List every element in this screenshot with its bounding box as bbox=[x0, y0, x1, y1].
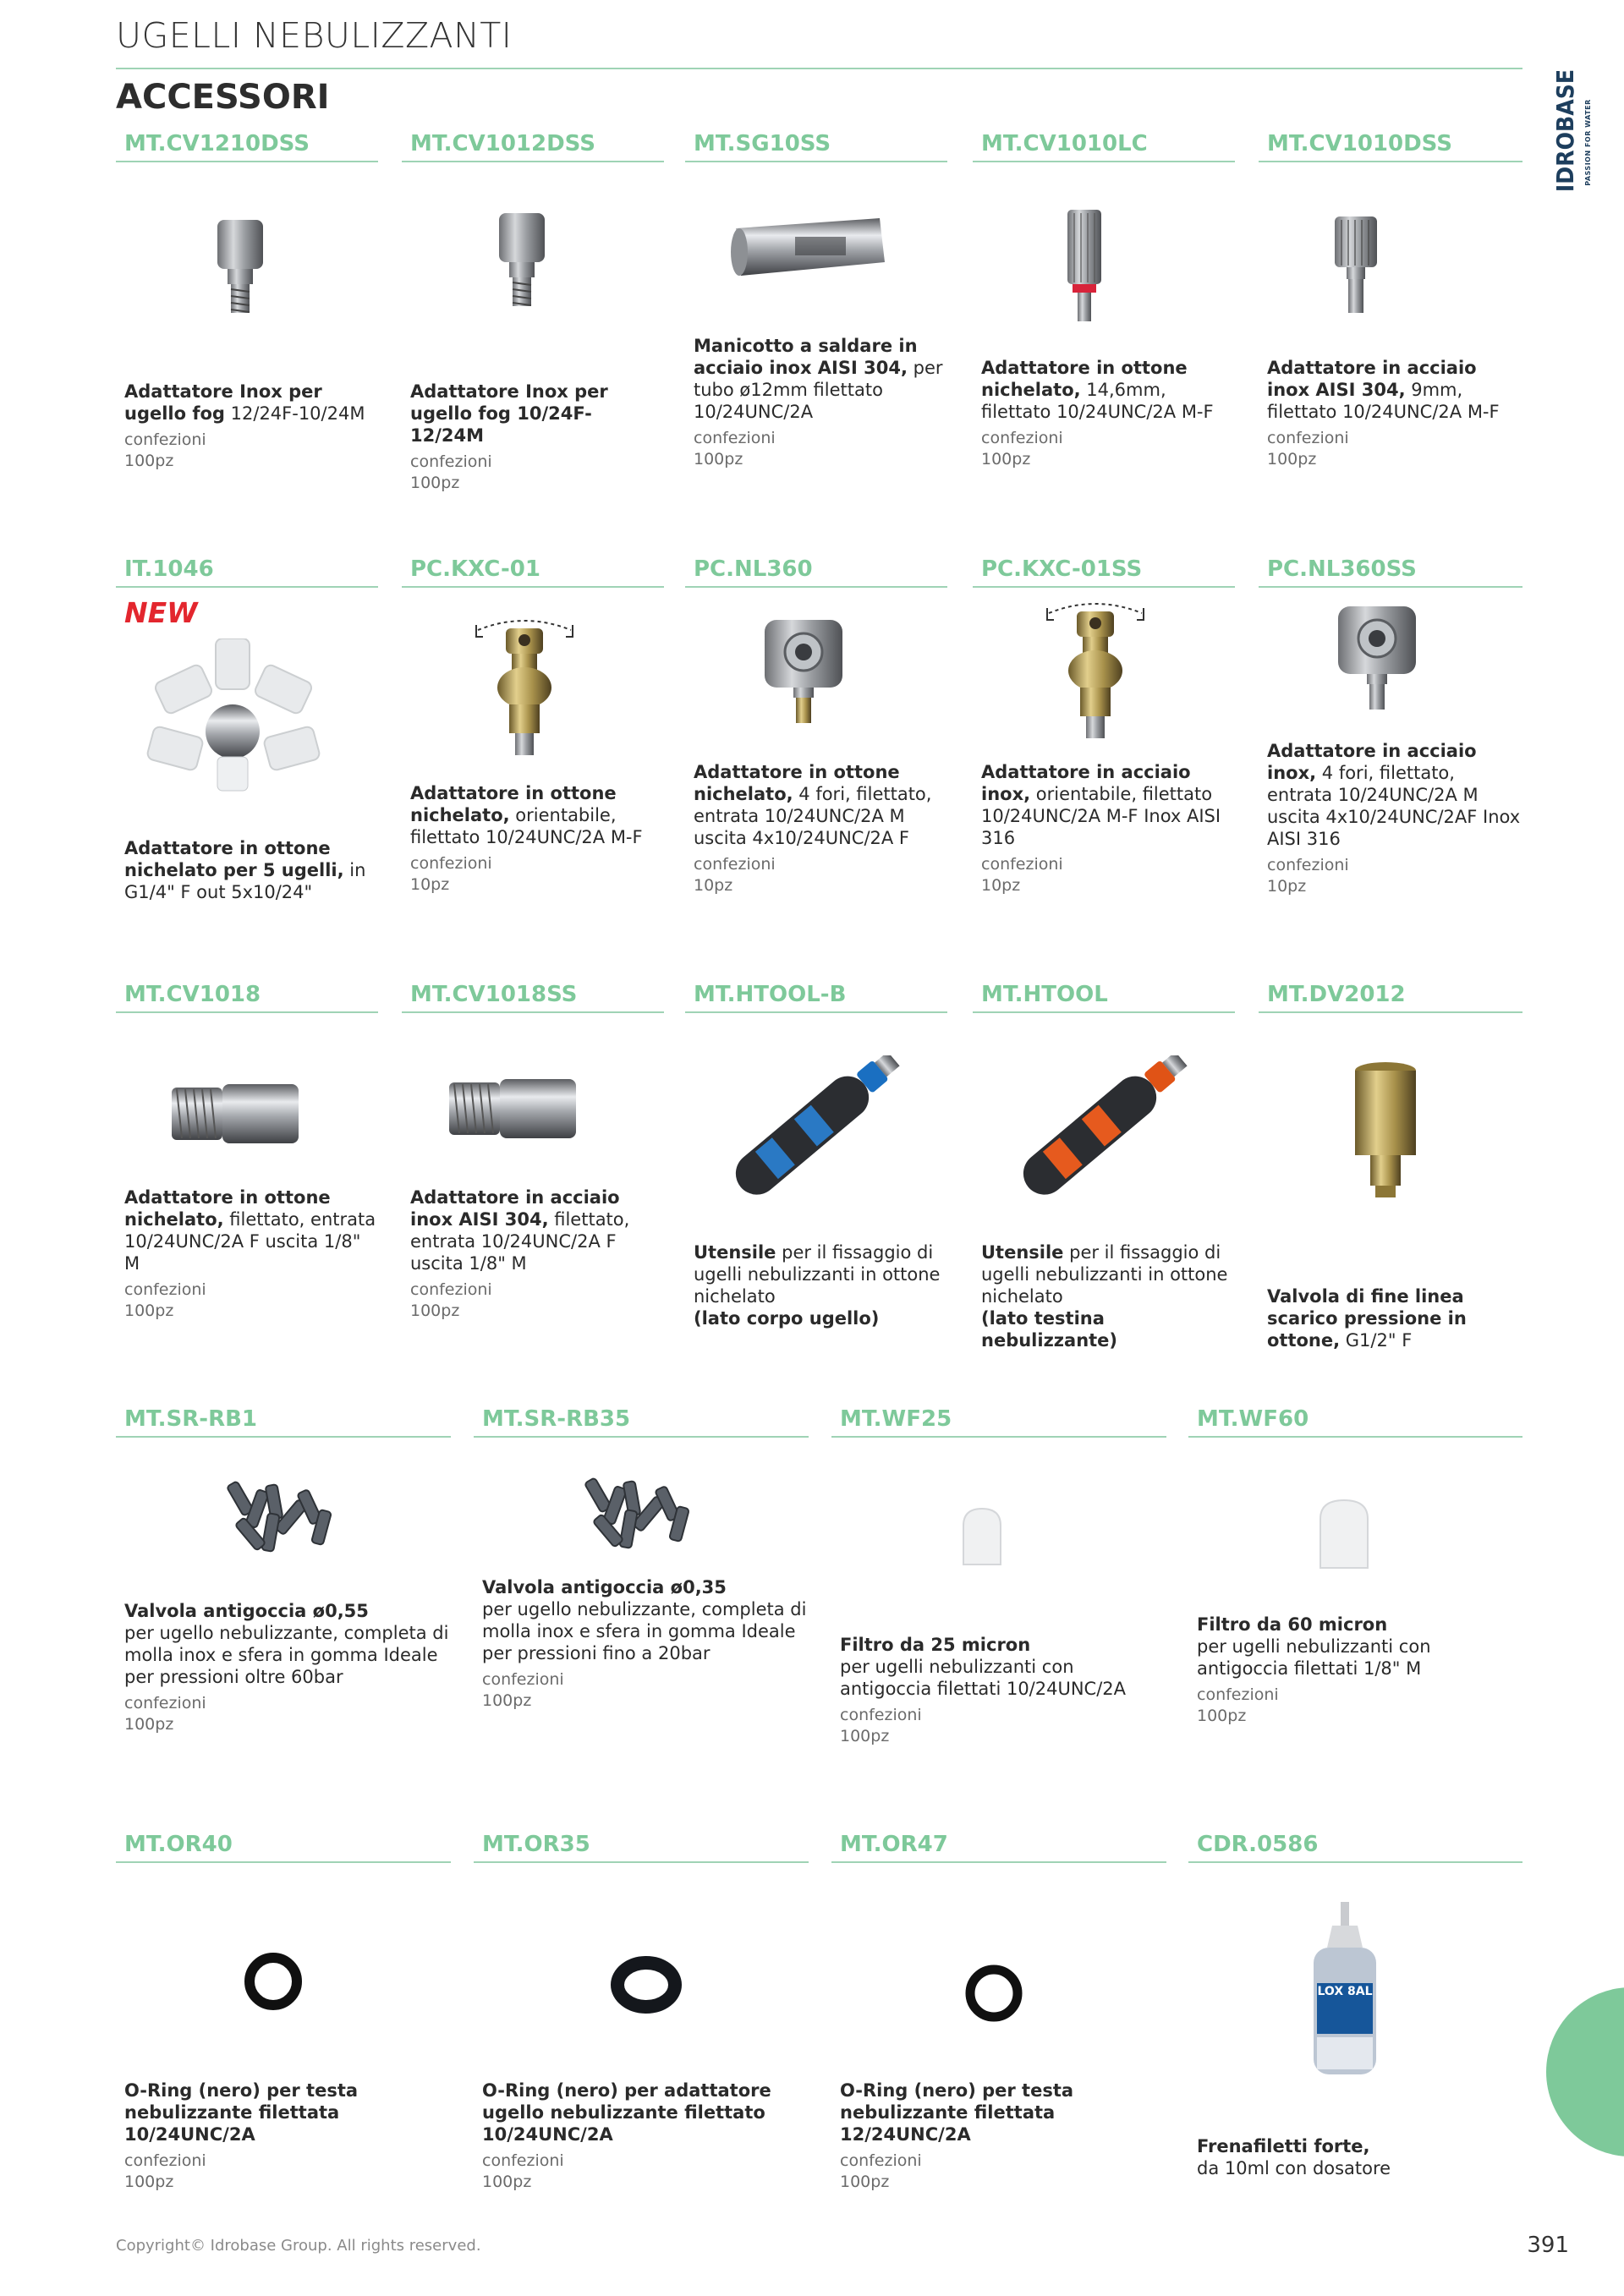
product-desc-bold: O-Ring (nero) per adattatore ugello nebulizzante filettato 10/24UNC/2A bbox=[482, 2080, 771, 2145]
product-divider bbox=[685, 1011, 947, 1013]
product-divider bbox=[116, 586, 378, 588]
product-desc-bold: Valvola di fine linea scarico pressione in ottone, bbox=[1267, 1286, 1467, 1351]
product-code: MT.WF25 bbox=[840, 1406, 952, 1432]
section-title: ACCESSORI bbox=[116, 78, 330, 117]
product-desc-bold: Valvola antigoccia ø0,35 bbox=[482, 1577, 727, 1597]
product-desc: 4 fori, filettato, entrata 10/24UNC/2A M uscita 4x10/24UNC/2A F bbox=[694, 784, 932, 848]
product-desc: da 10ml con dosatore bbox=[1197, 2158, 1391, 2178]
pack-label: confezioni bbox=[124, 1694, 206, 1712]
product-divider bbox=[1259, 586, 1522, 588]
o-ring-icon bbox=[831, 1958, 1166, 2025]
product-code: MT.OR40 bbox=[124, 1832, 233, 1857]
product-code: MT.CV1010LC bbox=[981, 131, 1148, 156]
product-code: MT.WF60 bbox=[1197, 1406, 1309, 1432]
page-title: UGELLI NEBULIZZANTI bbox=[116, 15, 513, 56]
pack-label: confezioni bbox=[124, 2151, 206, 2170]
product-card bbox=[685, 129, 947, 469]
product-divider bbox=[973, 161, 1235, 162]
product-divider bbox=[116, 1436, 451, 1438]
page-number: 391 bbox=[1527, 2233, 1569, 2258]
new-badge: NEW bbox=[124, 596, 198, 629]
pack-label: confezioni bbox=[410, 854, 492, 873]
product-desc: 4 fori, filettato, entrata 10/24UNC/2A M uscita 4x10/24UNC/2AF Inox AISI 316 bbox=[1267, 763, 1521, 849]
product-desc-bold: Adattatore in acciaio inox, bbox=[981, 762, 1191, 804]
product-divider bbox=[402, 586, 664, 588]
pack-qty: 100pz bbox=[124, 452, 174, 470]
page-edge-tab bbox=[1546, 1987, 1624, 2156]
product-code: MT.CV1010DSS bbox=[1267, 131, 1452, 156]
product-code: PC.KXC-01SS bbox=[981, 556, 1143, 582]
product-code: MT.CV1210DSS bbox=[124, 131, 310, 156]
product-desc: orientabile, filettato 10/24UNC/2A M-F bbox=[410, 805, 643, 847]
product-card bbox=[116, 1829, 451, 2191]
pack-label: confezioni bbox=[1267, 856, 1349, 874]
product-row-2 bbox=[116, 554, 1522, 909]
product-card bbox=[116, 979, 378, 1320]
product-card bbox=[685, 554, 947, 895]
product-card bbox=[402, 554, 664, 894]
title-divider bbox=[116, 68, 1522, 69]
product-code: MT.OR47 bbox=[840, 1832, 948, 1857]
product-divider bbox=[402, 1011, 664, 1013]
product-desc-bold: Filtro da 60 micron bbox=[1197, 1614, 1388, 1635]
four-hole-adapter-icon bbox=[685, 610, 947, 745]
pack-label: confezioni bbox=[694, 855, 776, 874]
pack-qty: 100pz bbox=[410, 1301, 460, 1320]
pack-label: confezioni bbox=[124, 1280, 206, 1299]
pack-label: confezioni bbox=[482, 1670, 564, 1689]
product-desc-bold-2: (lato testina nebulizzante) bbox=[981, 1308, 1118, 1351]
swivel-adapter-icon bbox=[973, 595, 1235, 755]
product-desc-bold: Adattatore in ottone nichelato, bbox=[694, 762, 900, 804]
pack-qty: 100pz bbox=[694, 450, 743, 469]
product-divider bbox=[1188, 1436, 1522, 1438]
bottle-label: LOX 8AL bbox=[1317, 1985, 1373, 1998]
pack-qty: 10pz bbox=[410, 875, 450, 894]
product-code: PC.KXC-01 bbox=[410, 556, 540, 582]
product-desc-bold: Adattatore Inox per ugello fog 10/24F-12/24M bbox=[410, 381, 608, 446]
four-hole-adapter-icon bbox=[1259, 596, 1522, 732]
product-card bbox=[831, 1829, 1166, 2191]
pack-qty: 100pz bbox=[482, 1691, 532, 1710]
product-code: MT.HTOOL bbox=[981, 982, 1108, 1007]
orange-tool-icon bbox=[973, 1055, 1235, 1199]
threaded-adapter-icon bbox=[402, 1067, 664, 1160]
product-card bbox=[1259, 979, 1522, 1351]
pack-qty: 100pz bbox=[840, 1727, 890, 1745]
product-desc-bold: Adattatore in acciaio inox AISI 304, bbox=[1267, 358, 1477, 400]
pack-label: confezioni bbox=[840, 2151, 922, 2170]
pack-label: confezioni bbox=[981, 855, 1063, 874]
pack-qty: 100pz bbox=[124, 2173, 174, 2191]
product-desc-bold: Adattatore Inox per ugello fog bbox=[124, 381, 322, 424]
product-card bbox=[402, 129, 664, 492]
product-card bbox=[116, 129, 378, 470]
product-desc-bold: Adattatore in ottone nichelato, bbox=[410, 783, 617, 825]
product-desc: 14,6mm, filettato 10/24UNC/2A M-F bbox=[981, 380, 1214, 422]
product-divider bbox=[685, 161, 947, 162]
product-desc-bold: Adattatore in acciaio inox, bbox=[1267, 741, 1477, 783]
product-desc: per ugelli nebulizzanti con antigoccia filettati 10/24UNC/2A bbox=[840, 1657, 1127, 1699]
product-desc-bold: Adattatore in acciaio inox AISI 304, bbox=[410, 1187, 620, 1230]
product-divider bbox=[685, 586, 947, 588]
product-desc-bold: O-Ring (nero) per testa nebulizzante filettata 12/24UNC/2A bbox=[840, 2080, 1074, 2145]
product-divider bbox=[1188, 1861, 1522, 1863]
product-code: MT.HTOOL-B bbox=[694, 982, 847, 1007]
product-code: CDR.0586 bbox=[1197, 1832, 1319, 1857]
filter-cap-icon bbox=[831, 1505, 1166, 1573]
brass-adapter-icon bbox=[973, 206, 1235, 333]
product-desc: per il fissaggio di ugelli nebulizzanti in ottone nichelato bbox=[981, 1242, 1228, 1307]
product-row-4 bbox=[116, 1404, 1522, 1759]
product-desc-bold: Adattatore in ottone nichelato, bbox=[981, 358, 1188, 400]
pack-qty: 10pz bbox=[981, 876, 1021, 895]
product-card bbox=[1259, 554, 1522, 896]
product-desc-bold: Manicotto a saldare in acciaio inox AISI 304, bbox=[694, 336, 918, 378]
pack-qty: 100pz bbox=[482, 2173, 532, 2191]
o-ring-icon bbox=[116, 1948, 451, 2015]
swivel-adapter-icon bbox=[402, 611, 664, 772]
product-divider bbox=[116, 161, 378, 162]
product-desc: G1/2" F bbox=[1340, 1330, 1413, 1351]
product-code: MT.DV2012 bbox=[1267, 982, 1406, 1007]
brand-logo bbox=[1546, 68, 1590, 220]
product-code: MT.SG10SS bbox=[694, 131, 831, 156]
product-card bbox=[474, 1404, 809, 1710]
product-desc: filettato, entrata 10/24UNC/2A F uscita 1/8" M bbox=[124, 1209, 376, 1274]
product-code: MT.OR35 bbox=[482, 1832, 590, 1857]
product-divider bbox=[831, 1436, 1166, 1438]
product-card bbox=[1259, 129, 1522, 469]
product-desc-bold: Valvola antigoccia ø0,55 bbox=[124, 1601, 369, 1621]
pack-label: confezioni bbox=[482, 2151, 564, 2170]
product-card bbox=[1188, 1829, 1522, 2178]
product-divider bbox=[474, 1861, 809, 1863]
product-desc: per il fissaggio di ugelli nebulizzanti in ottone nichelato bbox=[694, 1242, 941, 1307]
product-code: IT.1046 bbox=[124, 556, 214, 582]
pack-label: confezioni bbox=[410, 452, 492, 471]
pack-qty: 100pz bbox=[840, 2173, 890, 2191]
product-code: MT.CV1012DSS bbox=[410, 131, 595, 156]
product-desc-bold: O-Ring (nero) per testa nebulizzante filettata 10/24UNC/2A bbox=[124, 2080, 359, 2145]
product-divider bbox=[1259, 161, 1522, 162]
blue-tool-icon bbox=[685, 1055, 947, 1199]
product-desc: per ugello nebulizzante, completa di molla inox e sfera in gomma Ideale per pressioni oltre 60bar bbox=[124, 1623, 449, 1687]
threadlocker-bottle-icon bbox=[1188, 1902, 1522, 2088]
product-desc: per ugelli nebulizzanti con antigoccia filettati 1/8" M bbox=[1197, 1636, 1431, 1679]
pack-label: confezioni bbox=[1267, 429, 1349, 447]
product-card bbox=[402, 979, 664, 1320]
pack-qty: 10pz bbox=[694, 876, 733, 895]
pack-label: confezioni bbox=[694, 429, 776, 447]
brand-tagline: PASSION FOR WATER bbox=[1583, 99, 1592, 186]
product-divider bbox=[973, 1011, 1235, 1013]
brass-valve-icon bbox=[1259, 1055, 1522, 1208]
product-row-5 bbox=[116, 1829, 1522, 2191]
product-card bbox=[973, 554, 1235, 895]
product-card bbox=[685, 979, 947, 1329]
product-desc: filettato, entrata 10/24UNC/2A F uscita 1/8" M bbox=[410, 1209, 630, 1274]
product-desc: per ugello nebulizzante, completa di molla inox e sfera in gomma Ideale per pressioni fino a 20bar bbox=[482, 1599, 807, 1663]
product-desc: orientabile, filettato 10/24UNC/2A M-F Inox AISI 316 bbox=[981, 784, 1221, 848]
pack-label: confezioni bbox=[410, 1280, 492, 1299]
pack-qty: 10pz bbox=[1267, 877, 1307, 896]
product-code: MT.SR-RB1 bbox=[124, 1406, 258, 1432]
product-card bbox=[116, 1404, 451, 1734]
product-divider bbox=[1259, 1011, 1522, 1013]
product-divider bbox=[116, 1011, 378, 1013]
pack-qty: 100pz bbox=[1267, 450, 1317, 469]
product-desc-bold: Utensile bbox=[981, 1242, 1064, 1263]
product-desc: 9mm, filettato 10/24UNC/2A M-F bbox=[1267, 380, 1500, 422]
pack-qty: 100pz bbox=[124, 1715, 174, 1734]
pack-qty: 100pz bbox=[410, 474, 460, 492]
product-desc-bold: Frenafiletti forte, bbox=[1197, 2136, 1370, 2156]
product-divider bbox=[402, 161, 664, 162]
product-card bbox=[973, 979, 1235, 1351]
pack-qty: 100pz bbox=[1197, 1707, 1247, 1725]
pack-qty: 100pz bbox=[981, 450, 1031, 469]
product-code: MT.CV1018 bbox=[124, 982, 261, 1007]
product-desc-bold: Filtro da 25 micron bbox=[840, 1635, 1031, 1655]
pack-label: confezioni bbox=[840, 1706, 922, 1724]
product-desc: 12/24F-10/24M bbox=[224, 403, 365, 424]
pack-label: confezioni bbox=[981, 429, 1063, 447]
check-valve-pile-icon bbox=[474, 1470, 809, 1563]
product-divider bbox=[116, 1861, 451, 1863]
steel-adapter-icon bbox=[402, 206, 664, 316]
product-code: PC.NL360SS bbox=[1267, 556, 1417, 582]
product-card bbox=[116, 554, 378, 902]
product-card bbox=[474, 1829, 809, 2191]
product-desc-bold: Adattatore in ottone nichelato, bbox=[124, 1187, 331, 1230]
pack-qty: 100pz bbox=[124, 1301, 174, 1320]
copyright: Copyright© Idrobase Group. All rights reserved. bbox=[116, 2237, 481, 2255]
pack-label: confezioni bbox=[1197, 1685, 1279, 1704]
product-desc: per tubo ø12mm filettato 10/24UNC/2A bbox=[694, 358, 943, 422]
brand-name: IDROBASE bbox=[1551, 68, 1580, 193]
product-code: MT.SR-RB35 bbox=[482, 1406, 631, 1432]
o-ring-icon bbox=[474, 1948, 809, 2015]
product-card bbox=[1188, 1404, 1522, 1725]
product-desc: in G1/4" F out 5x10/24" bbox=[124, 860, 366, 902]
product-row-1 bbox=[116, 129, 1522, 492]
product-divider bbox=[831, 1861, 1166, 1863]
check-valve-pile-icon bbox=[116, 1473, 451, 1566]
filter-cap-icon bbox=[1188, 1497, 1522, 1573]
steel-knurled-adapter-icon bbox=[1259, 213, 1522, 332]
product-card bbox=[973, 129, 1235, 469]
product-desc-bold: Adattatore in ottone nichelato per 5 ugelli, bbox=[124, 838, 344, 880]
product-code: MT.CV1018SS bbox=[410, 982, 578, 1007]
product-code: PC.NL360 bbox=[694, 556, 813, 582]
pack-label: confezioni bbox=[124, 430, 206, 449]
product-desc-bold-2: (lato corpo ugello) bbox=[694, 1308, 880, 1329]
product-divider bbox=[474, 1436, 809, 1438]
steel-adapter-icon bbox=[116, 213, 378, 323]
threaded-adapter-icon bbox=[116, 1072, 378, 1165]
product-card bbox=[831, 1404, 1166, 1745]
product-desc-bold: Utensile bbox=[694, 1242, 776, 1263]
product-divider bbox=[973, 586, 1235, 588]
weld-sleeve-icon bbox=[685, 203, 947, 296]
product-row-3 bbox=[116, 979, 1522, 1351]
five-nozzle-adapter-icon bbox=[116, 638, 378, 799]
